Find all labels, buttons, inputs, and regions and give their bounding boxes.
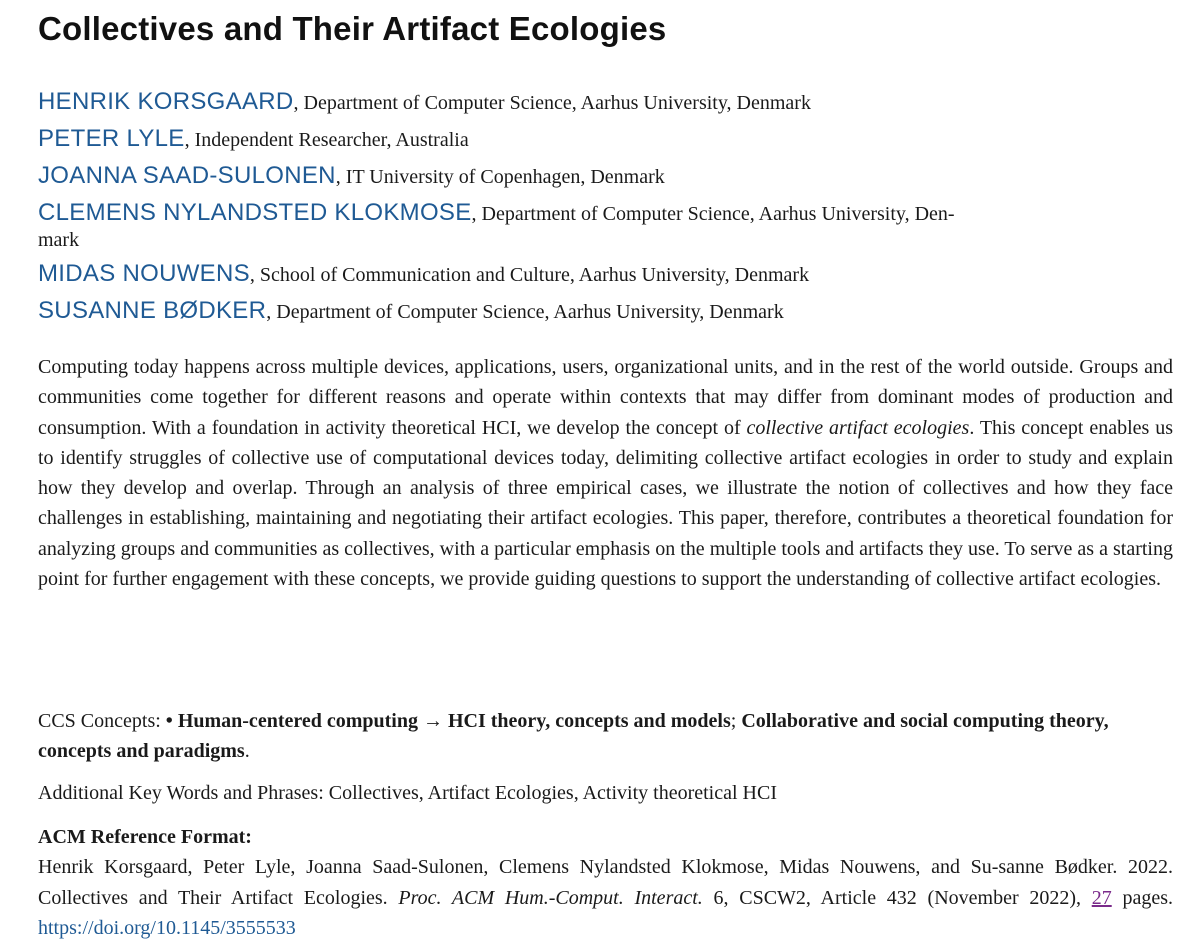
reference-journal: Proc. ACM Hum.-Comput. Interact. <box>398 886 703 909</box>
author-affiliation-continued: mark <box>38 229 80 251</box>
page-count-link[interactable]: 27 <box>1091 886 1112 909</box>
author-affiliation: School of Communication and Culture, Aarhus University, Denmark <box>259 264 810 286</box>
abstract-paragraph <box>38 352 1173 594</box>
reference-pages-suffix: pages. <box>1111 886 1173 909</box>
author-entry: SUSANNE BØDKER, Department of Computer Science, Aarhus University, Denmark <box>38 297 784 324</box>
abstract-text-start: Computing today happens across multiple devices, applications, users, organizational units, and in the rest of the world outside. Groups and communities come together for different reasons and operate within contexts that may differ from dominant modes of production and consumption. With a foundation in activity theoretical HCI, we develop the concept of <box>38 356 1173 439</box>
reference-authors: Henrik Korsgaard, Peter Lyle, Joanna Saad-Sulonen, Clemens Nylandsted Klokmose, Midas Nouwens, and Su-sanne Bødker. 2022. Collectives and Their Artifact Ecologies. <box>38 856 1173 909</box>
reference-details: 6, CSCW2, Article 432 (November 2022), <box>702 886 1092 909</box>
author-entry: PETER LYLE, Independent Researcher, Australia <box>38 125 469 152</box>
author-affiliation: Department of Computer Science, Aarhus University, Den- <box>481 203 955 225</box>
abstract-emphasis: collective artifact ecologies <box>746 416 970 439</box>
author-entry: JOANNA SAAD-SULONEN, IT University of Copenhagen, Denmark <box>38 162 665 189</box>
paper-title: Collectives and Their Artifact Ecologies <box>38 10 667 47</box>
abstract-text-end: . This concept enables us to identify struggles of collective use of computational devices today, delimiting collective artifact ecologies in order to study and explain how they develop and overlap. Through an analysis of three empirical cases, we illustrate the notion of collectives and how they face challenges in establishing, maintaining and negotiating their artifact ecologies. This paper, therefore, contributes a theoretical foundation for analyzing groups and communities as collectives, with a particular emphasis on the multiple tools and artifacts they use. To serve as a starting point for further engagement with these concepts, we provide guiding questions to support the understanding of collective artifact ecologies. <box>38 416 1173 591</box>
author-affiliation: Department of Computer Science, Aarhus University, Denmark <box>303 92 811 114</box>
keywords: Additional Key Words and Phrases: Collectives, Artifact Ecologies, Activity theoretical HCI <box>38 782 777 804</box>
reference-heading: ACM Reference Format: <box>38 826 252 848</box>
author-list <box>38 84 1173 330</box>
doi-link[interactable]: https://doi.org/10.1145/3555533 <box>38 917 296 939</box>
ccs-concept-2: Collaborative and social computing theory, concepts and paradigms <box>38 710 1109 762</box>
author-entry: MIDAS NOUWENS, School of Communication and Culture, Aarhus University, Denmark <box>38 260 810 287</box>
ccs-label: CCS Concepts: <box>38 710 166 732</box>
ccs-bullet: • <box>165 710 178 732</box>
ccs-end: . <box>244 740 250 762</box>
author-affiliation: Independent Researcher, Australia <box>194 129 469 151</box>
author-name[interactable]: HENRIK KORSGAARD <box>38 88 294 115</box>
reference-text <box>38 852 1173 944</box>
author-name[interactable]: MIDAS NOUWENS <box>38 260 250 287</box>
ccs-separator: ; <box>730 710 742 732</box>
author-name[interactable]: CLEMENS NYLANDSTED KLOKMOSE <box>38 199 472 226</box>
author-entry: CLEMENS NYLANDSTED KLOKMOSE, Department of Computer Science, Aarhus University, Den- mark <box>38 195 1173 252</box>
author-name[interactable]: PETER LYLE <box>38 125 185 152</box>
author-name[interactable]: JOANNA SAAD-SULONEN <box>38 162 336 189</box>
author-entry: HENRIK KORSGAARD, Department of Computer Science, Aarhus University, Denmark <box>38 88 811 115</box>
author-name[interactable]: SUSANNE BØDKER <box>38 297 267 324</box>
ccs-concept-1: Human-centered computing → HCI theory, concepts and models <box>177 710 731 732</box>
author-affiliation: Department of Computer Science, Aarhus University, Denmark <box>276 301 784 323</box>
ccs-concepts <box>38 706 1173 766</box>
author-affiliation: IT University of Copenhagen, Denmark <box>345 166 665 188</box>
